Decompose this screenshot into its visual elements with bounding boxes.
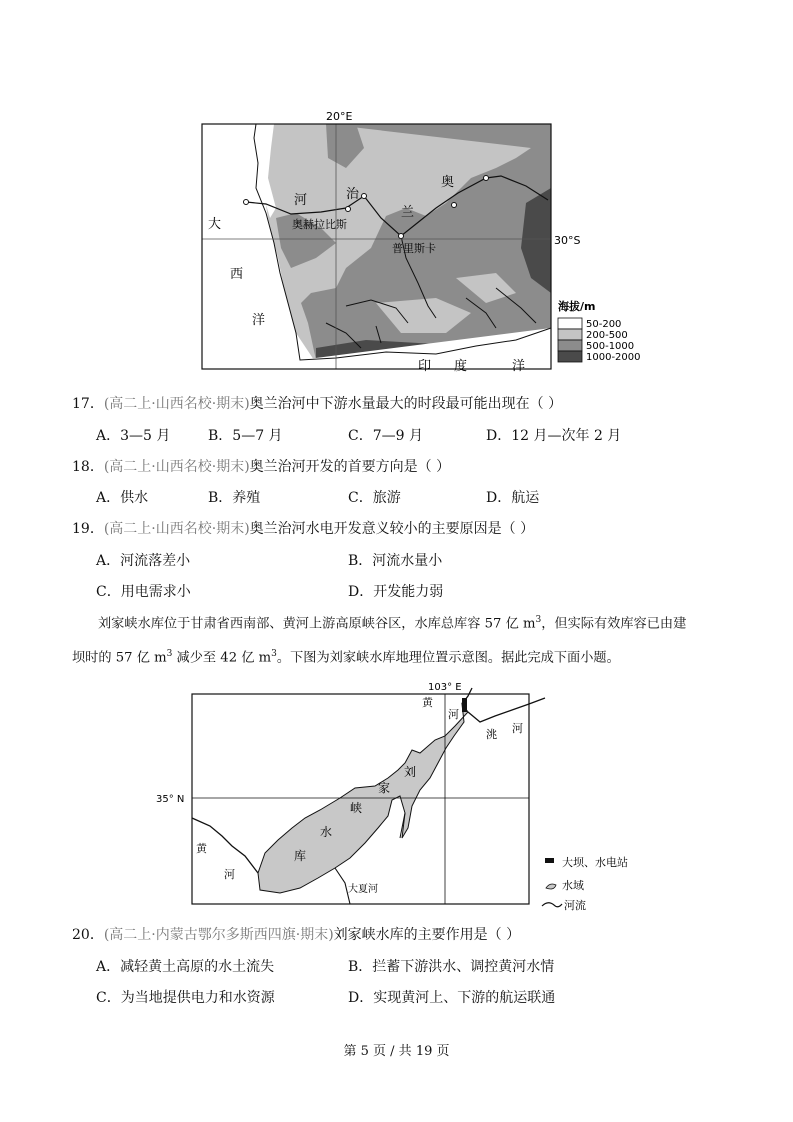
map-label-he-left: 河 — [224, 868, 235, 881]
latitude-label: 30°S — [554, 234, 581, 247]
map-label-okahabis: 奥赫拉比斯 — [292, 218, 347, 231]
superscript: 3 — [535, 615, 542, 625]
legend-label: 河流 — [564, 899, 586, 912]
option-b: B．河流水量小 — [348, 553, 443, 569]
option-d: D．开发能力弱 — [348, 584, 444, 600]
map-label-huang-left: 黄 — [196, 842, 207, 855]
map-label-he-top: 河 — [448, 708, 459, 721]
passage — [72, 605, 724, 674]
map-label-liu: 刘 — [404, 765, 417, 779]
map-label-xia: 峡 — [350, 801, 363, 815]
longitude-label: 20°E — [326, 110, 353, 123]
passage-text: 减少至 42 亿 m — [172, 650, 272, 666]
legend-swatch — [558, 329, 582, 340]
map-label-da: 大 — [208, 217, 222, 232]
option-a: A．减轻黄土高原的水土流失 — [96, 959, 275, 975]
latitude-label: 35° N — [156, 794, 185, 805]
map-label-jia: 家 — [378, 781, 391, 795]
legend-swatch — [558, 318, 582, 329]
option-c: C．为当地提供电力和水资源 — [96, 990, 275, 1006]
map-label-daxia: 大夏河 — [348, 884, 378, 895]
legend-label: 200-500 — [586, 330, 628, 341]
liujiaxia-reservoir-map — [150, 678, 650, 913]
legend-label: 1000-2000 — [586, 352, 641, 363]
legend-label: 大坝、水电站 — [562, 856, 628, 869]
orange-river-map — [196, 108, 646, 373]
question-source: (高二上·山西名校·期末) — [103, 459, 250, 475]
dam-icon — [545, 858, 554, 863]
question-text: 奥兰治河中下游水量最大的时段最可能出现在（ ） — [249, 396, 563, 412]
option-b: B．5—7 月 — [208, 428, 283, 444]
passage-text: 坝时的 57 亿 m — [72, 650, 167, 666]
question-number: 18． — [72, 459, 104, 475]
longitude-label: 103° E — [428, 682, 462, 693]
map-label-tao: 洮 — [486, 728, 497, 741]
map2-legend — [542, 855, 628, 912]
map-label-zhi: 治 — [346, 187, 360, 202]
map-label-lan: 兰 — [401, 205, 415, 220]
question-19 — [72, 518, 534, 538]
option-b: B．拦蓄下游洪水、调控黄河水情 — [348, 959, 555, 975]
map-label-shui: 水 — [320, 825, 333, 839]
option-a: A．河流落差小 — [96, 553, 191, 569]
superscript: 3 — [166, 649, 173, 660]
map-label-ao: 奥 — [441, 175, 455, 190]
map-label-xi: 西 — [230, 267, 244, 282]
legend-label: 500-1000 — [586, 341, 635, 352]
question-text: 奥兰治河水电开发意义较小的主要原因是（ ） — [249, 521, 535, 537]
option-a: A．3—5 月 — [96, 428, 171, 444]
question-20 — [72, 924, 520, 944]
map-label-he: 河 — [294, 193, 308, 208]
superscript: 3 — [271, 649, 277, 660]
elevation-legend — [558, 299, 641, 363]
question-source: (高二上·山西名校·期末) — [103, 396, 250, 412]
option-d: D．航运 — [486, 490, 540, 506]
option-d: D．12 月—次年 2 月 — [486, 428, 622, 444]
dam-icon — [462, 698, 467, 712]
option-d: D．实现黄河上、下游的航运联通 — [348, 990, 556, 1006]
question-text: 奥兰治河开发的首要方向是（ ） — [249, 459, 451, 475]
map-label-yang2: 洋 — [512, 359, 526, 373]
legend-label: 水域 — [562, 879, 584, 892]
passage-text: 刘家峡水库位于甘肃省西南部、黄河上游高原峡谷区，水库总库容 57 亿 m — [98, 616, 536, 632]
option-b: B．养殖 — [208, 490, 261, 506]
question-number: 20． — [72, 927, 104, 943]
option-c: C．旅游 — [348, 490, 401, 506]
map-label-huang-top: 黄 — [422, 696, 433, 709]
legend-swatch — [558, 340, 582, 351]
map-label-he-tao: 河 — [512, 722, 523, 735]
map-label-prieska: 普里斯卡 — [392, 242, 436, 255]
map-label-yin: 印 — [418, 359, 432, 373]
legend-swatch — [558, 351, 582, 362]
map-label-yang: 洋 — [252, 313, 266, 328]
page-footer: 第 5 页 / 共 19 页 — [343, 1044, 450, 1059]
river-icon — [542, 903, 562, 907]
option-c: C．7—9 月 — [348, 428, 423, 444]
map-label-du: 度 — [454, 359, 468, 373]
option-c: C．用电需求小 — [96, 584, 191, 600]
passage-text: 。下图为刘家峡水库地理位置示意图。据此完成下面小题。 — [276, 650, 620, 666]
legend-title: 海拔/m — [558, 300, 596, 313]
question-number: 19． — [72, 521, 104, 537]
question-source: (高二上·内蒙古鄂尔多斯西四旗·期末) — [103, 927, 334, 943]
water-icon — [546, 884, 556, 889]
question-18 — [72, 456, 450, 476]
question-source: (高二上·山西名校·期末) — [103, 521, 250, 537]
map-label-ku: 库 — [294, 849, 307, 863]
question-text: 刘家峡水库的主要作用是（ ） — [333, 927, 521, 943]
legend-label: 50-200 — [586, 319, 622, 330]
passage-text: ，但实际有效库容已由建 — [541, 616, 687, 632]
option-a: A．供水 — [96, 490, 149, 506]
question-17 — [72, 393, 562, 413]
question-number: 17． — [72, 396, 104, 412]
